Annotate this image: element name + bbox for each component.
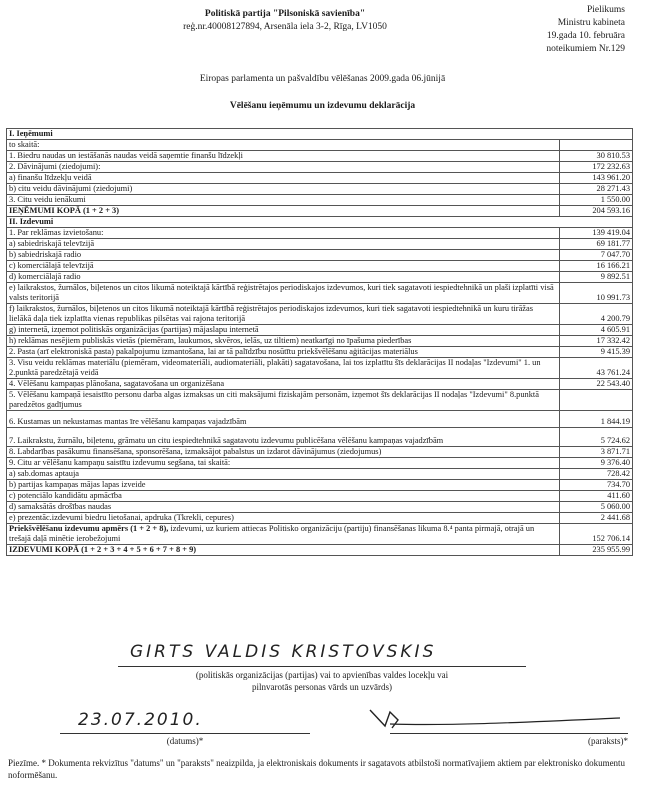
table-row: 1. Biedru naudas un iestāšanās naudas veidā saņemtie finanšu līdzekļi 30 810.53 <box>7 151 633 162</box>
table-row: 2. Pasta (arī elektroniskā pasta) pakalpojumu izmantošana, lai ar tā palīdzību nosūtītu priekšvēlēšanu aģitācijas materiālus 9 415.39 <box>7 347 633 358</box>
table-row: c) potenciālo kandidātu apmācība 411.60 <box>7 491 633 502</box>
table-row: 9. Citu ar vēlēšanu kampaņu saistītu izdevumu segšana, tai skaitā: 9 376.40 <box>7 458 633 469</box>
table-row: f) laikrakstos, žurnālos, biļetenos un citos likumā noteiktajā kārtībā reģistrētajos periodiskajos izdevumos, kuri tiek sagatavoti iespiedtehnikā un kuru tirāžas lielākā daļa tiek izplatīta vienas republikas pilsētas vai rajona teritorijā 4 200.79 <box>7 304 633 325</box>
pre-election-total-description: izdevumi, uz kuriem attiecas Politisko organizāciju (partiju) finansēšanas likuma 8.⁴ panta pirmajā, otrajā un trešajā daļā minētie ierobežojumi <box>9 524 535 543</box>
declaration-title: Vēlēšanu ieņēmumu un izdevumu deklarācija <box>229 101 416 111</box>
table-row: 2. Dāvinājumi (ziedojumi): 172 232.63 <box>7 162 633 173</box>
handwritten-date: 23.07.2010. <box>78 710 203 730</box>
declaration-table <box>6 128 633 556</box>
annex-line-3: 19.gada 10. februāra <box>546 31 625 41</box>
income-heading: I. Ieņēmumi <box>7 129 633 140</box>
party-registration: reģ.nr.40008127894, Arsenāla iela 3-2, Rīga, LV1050 <box>183 22 387 32</box>
name-signature-line <box>118 666 526 667</box>
table-row: 6. Kustamas un nekustamas mantas īre vēlēšanu kampaņas vajadzībām 1 844.19 <box>7 411 633 428</box>
table-row: 8. Labdarības pasākumu finansēšana, sponsorēšana, izmaksājot pabalstus un izdarot dāvinājumus (ziedojumus) 3 871.71 <box>7 447 633 458</box>
table-row: 4. Vēlēšanu kampaņas plānošana, sagatavošana un organizēšana 22 543.40 <box>7 379 633 390</box>
table-row: 3. Citu veidu ienākumi 1 550.00 <box>7 195 633 206</box>
table-row: b) citu veidu dāvinājumi (ziedojumi) 28 271.43 <box>7 184 633 195</box>
pre-election-total-row: Priekšvēlēšanu izdevumu apmērs (1 + 2 + 8), izdevumi, uz kuriem attiecas Politisko organizāciju (partiju) finansēšanas likuma 8.⁴ panta pirmajā, otrajā un trešajā daļā minētie ierobežojumi 152 706.14 <box>7 524 633 545</box>
annex-line-1: Pielikums <box>586 5 625 15</box>
annex-note <box>495 4 625 56</box>
table-row: a) finanšu līdzekļu veidā 143 961.20 <box>7 173 633 184</box>
table-row: 3. Visu veidu reklāmas materiālu (piemēram, videomateriāli, audiomateriāli, plakāti) sagatavošana, lai tos izplatītu šīs deklarācijas II nodaļas "Izdevumi" 1. un 2.punktā paredzētajā veidā 43 761.24 <box>7 358 633 379</box>
expense-total-row: IZDEVUMI KOPĀ (1 + 2 + 3 + 4 + 5 + 6 + 7 + 8 + 9) 235 955.99 <box>7 545 633 556</box>
date-caption: (datums)* <box>166 736 204 746</box>
table-row: g) internetā, izņemot politiskās organizācijas (partijas) mājaslapu internetā 4 605.91 <box>7 325 633 336</box>
table-row: d) samaksātās drošības naudas 5 060.00 <box>7 502 633 513</box>
signature-line <box>390 733 628 734</box>
footnote: Piezīme. * Dokumenta rekvizītus "datums" un "paraksts" neaizpilda, ja elektroniskais dokuments ir sagatavots atbilstoši normatīvajiem aktiem par elektronisko dokumentu noformēšanu. <box>8 758 626 780</box>
table-row: 7. Laikrakstu, žurnālu, biļetenu, grāmatu un citu iespiedtehnikā sagatavotu izdevumu publicēšana vēlēšanu kampaņas vajadzībām 5 724.62 <box>7 428 633 447</box>
table-row: a) sabiedriskajā televīzijā 69 181.77 <box>7 239 633 250</box>
party-header <box>150 8 420 34</box>
table-row: b) partijas kampaņas mājas lapas izveide 734.70 <box>7 480 633 491</box>
expense-heading: II. Izdevumi <box>7 217 633 228</box>
election-title: Eiropas parlamenta un pašvaldību vēlēšanas 2009.gada 06.jūnijā <box>199 74 446 84</box>
signature-caption: (paraksts)* <box>588 736 628 746</box>
handwritten-name: GIRTS VALDIS KRISTOVSKIS <box>130 642 437 662</box>
name-caption: (politiskās organizācijas (partijas) vai to apvienības valdes locekļu vai pilnvarotās personas vārds un uzvārds) <box>195 670 449 692</box>
table-row: c) komerciālajā televīzijā 16 166.21 <box>7 261 633 272</box>
table-row: to skaitā: <box>7 140 633 151</box>
table-row: h) reklāmas nesējiem publiskās vietās (piemēram, laukumos, skvēros, ielās, uz tiltiem) neatkarīgi no īpašuma piederības 17 332.42 <box>7 336 633 347</box>
date-line <box>60 733 310 734</box>
table-row: e) laikrakstos, žurnālos, biļetenos un citos likumā noteiktajā kārtībā reģistrētajos periodiskajos izdevumos, kuri tiek sagatavoti iespiedtehnikā un plaši izplatīti visā valsts teritorijā 10 991.73 <box>7 283 633 304</box>
table-row: 5. Vēlēšanu kampaņā iesaistīto personu darba algas izmaksas un citi maksājumi fiziskajām personām, izņemot šīs deklarācijas II nodaļas "Izdevumi" 8.punktā paredzētos gadījumus <box>7 390 633 411</box>
table-row: d) komerciālajā radio 9 892.51 <box>7 272 633 283</box>
party-name: Politiskā partija "Pilsoniskā savienība" <box>204 9 366 19</box>
table-row: 1. Par reklāmas izvietošanu: 139 419.04 <box>7 228 633 239</box>
table-row: a) sab.domas aptauja 728.42 <box>7 469 633 480</box>
pre-election-total-label: Priekšvēlēšanu izdevumu apmērs (1 + 2 + 8), <box>9 524 169 533</box>
annex-line-2: Ministru kabineta <box>557 18 625 28</box>
table-row: b) sabiedriskajā radio 7 047.70 <box>7 250 633 261</box>
annex-line-4: noteikumiem Nr.129 <box>546 44 625 54</box>
table-row: e) prezentāc.izdevumi biedru lietošanai, apdruka (Tkrekli, cepures) 2 441.68 <box>7 513 633 524</box>
income-total-row: IEŅĒMUMI KOPĀ (1 + 2 + 3) 204 593.16 <box>7 206 633 217</box>
